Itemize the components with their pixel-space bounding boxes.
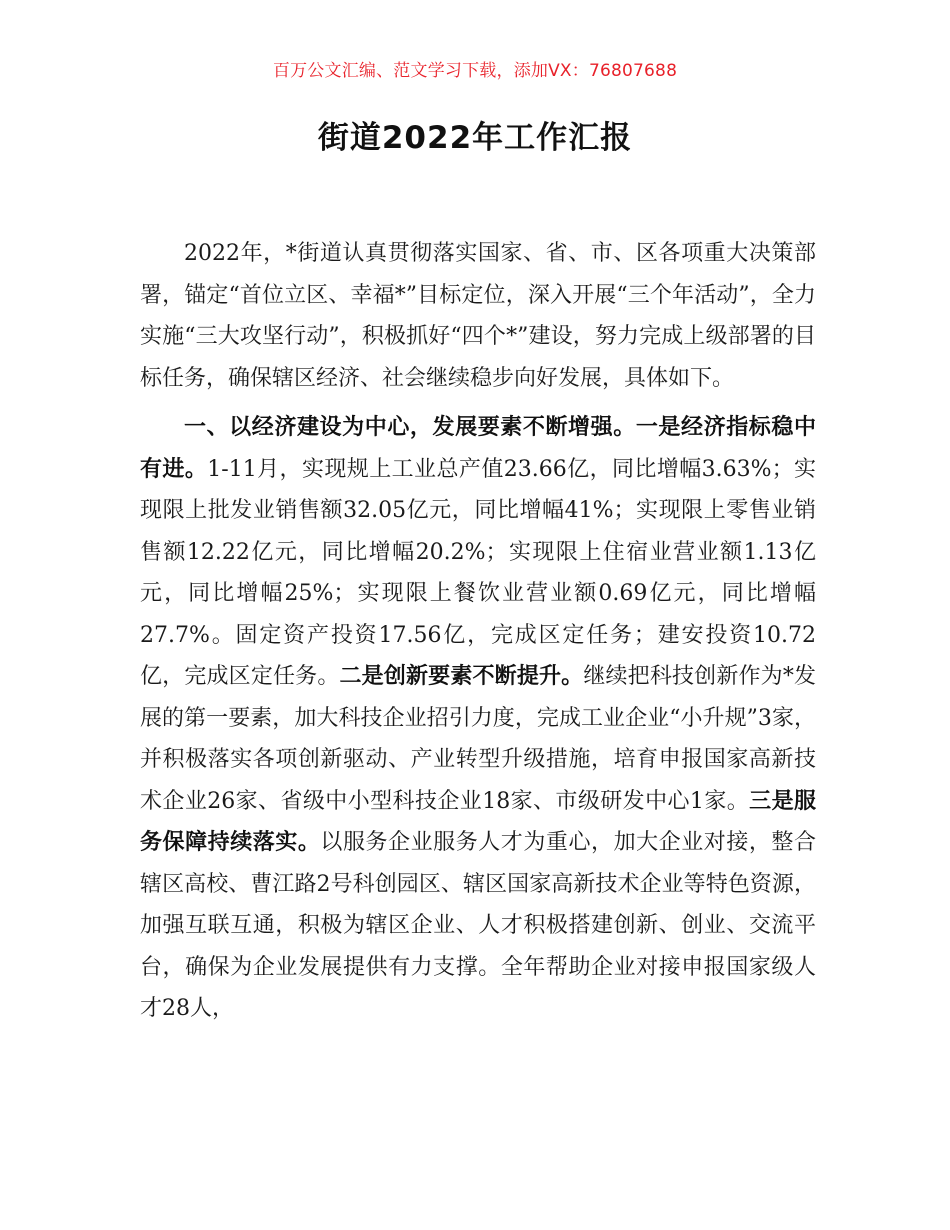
sub-3-text: 以服务企业服务人才为重心，加大企业对接，整合辖区高校、曹江路2号科创园区、辖区国家高新技术企业等特色资源，加强互联互通，积极为辖区企业、人才积极搭建创新、创业、交流平台，确保为企业发展提供有力支撑。全年帮助企业对接申报国家级人才28人，: [140, 830, 816, 1021]
document-body: [140, 233, 816, 1038]
sub-1-text: 1-11月，实现规上工业总产值23.66亿，同比增幅3.63%；实现限上批发业销售额32.05亿元，同比增幅41%；实现限上零售业销售额12.22亿元，同比增幅20.2%；实现限上住宿业营业额1.13亿元，同比增幅25%；实现限上餐饮业营业额0.69亿元，同比增幅27.7%。固定资产投资17.56亿，完成区定任务；建安投资10.72亿，完成区定任务。: [140, 456, 816, 689]
section-1-paragraph: [140, 407, 816, 1030]
header-watermark: 百万公文汇编、范文学习下载，添加VX：76807688: [272, 61, 678, 81]
sub-2-heading: 二是创新要素不断提升。: [339, 664, 584, 689]
sub-1-heading: 一是经济指标稳中有进。: [140, 415, 816, 482]
section-1-heading: 一、以经济建设为中心，发展要素不断增强。: [184, 415, 636, 440]
intro-paragraph: 2022年，*街道认真贯彻落实国家、省、市、区各项重大决策部署，锚定“首位立区、幸福*”目标定位，深入开展“三个年活动”，全力实施“三大攻坚行动”，积极抓好“四个*”建设，努力完成上级部署的目标任务，确保辖区经济、社会继续稳步向好发展，具体如下。: [140, 241, 816, 391]
sub-3-heading: 三是服务保障持续落实。: [140, 788, 816, 855]
sub-2-text: 继续把科技创新作为*发展的第一要素，加大科技企业招引力度，完成工业企业“小升规”3家，并积极落实各项创新驱动、产业转型升级措施，培育申报国家高新技术企业26家、省级中小型科技企业18家、市级研发中心1家。: [140, 664, 816, 814]
page-title: 街道2022年工作汇报: [317, 120, 633, 156]
